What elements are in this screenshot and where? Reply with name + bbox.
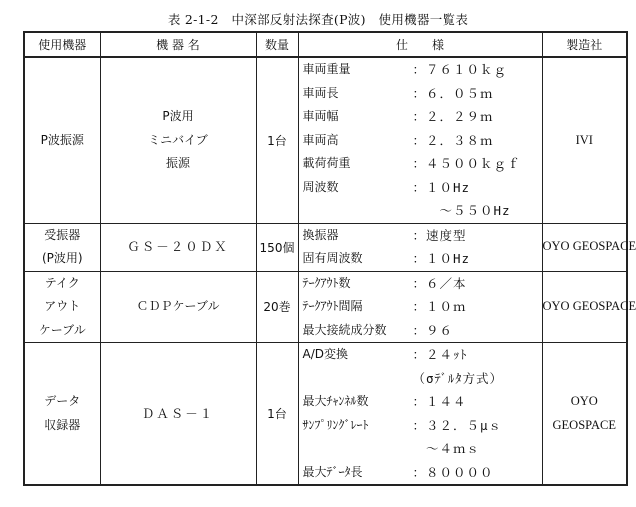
spec-value: ：９６: [412, 322, 454, 338]
usage-cell: [24, 223, 100, 271]
maker-line: OYO GEOSPACE: [542, 239, 636, 254]
usage-line: (P波用): [41, 251, 83, 265]
maker-line: GEOSPACE: [552, 417, 616, 432]
header-qty: 数量: [256, 32, 298, 57]
spec-label: [303, 199, 413, 223]
spec-label: 車両高: [302, 132, 339, 147]
spec-label: 周波数: [302, 179, 339, 194]
spec-value: ：１０Hz: [412, 251, 471, 266]
maker-line: OYO GEOSPACE: [542, 299, 636, 313]
table-row: [24, 343, 627, 486]
spec-value: ：２４ｯﾄ: [412, 347, 468, 362]
qty-cell: 1台: [256, 57, 298, 223]
spec-label: [303, 367, 413, 391]
table-row: [24, 57, 627, 223]
usage-cell: [24, 57, 100, 223]
name-cell: [100, 223, 256, 271]
spec-value: ：２．３８ｍ: [412, 132, 494, 148]
spec-value: ：速度型: [412, 227, 467, 243]
name-cell: [100, 57, 256, 223]
spec-value: ：６．０５ｍ: [412, 85, 494, 101]
spec-value: ～４ｍｓ: [412, 441, 481, 456]
spec-label: 最大ﾃﾞｰﾀ長: [302, 464, 363, 479]
spec-label: 車両幅: [302, 109, 339, 123]
spec-value: ：３２．５μｓ: [412, 417, 503, 433]
name-line: 振源: [165, 156, 190, 170]
spec-label: 最大接続成分数: [302, 322, 387, 337]
maker-line: OYO: [570, 394, 598, 408]
spec-label: A/D変換: [302, 347, 348, 361]
spec-label: [303, 437, 413, 461]
spec-label: 車両重量: [302, 62, 351, 76]
header-name: 機 器 名: [100, 32, 256, 57]
usage-line: テイク: [44, 275, 80, 290]
usage-line: データ: [44, 394, 81, 408]
usage-line: P波振源: [40, 132, 84, 147]
spec-label: ﾃｰｸｱｳﾄ数: [302, 275, 351, 290]
spec-label: 換振器: [302, 227, 339, 242]
name-line: ＧＳ－２０ＤＸ: [127, 239, 229, 255]
equipment-table: [23, 31, 636, 486]
table-row: [24, 271, 627, 343]
header-spec: 仕 様: [298, 32, 542, 57]
maker-cell: [542, 57, 627, 223]
header-usage: 使用機器: [24, 32, 100, 57]
name-line: ＤＡＳ－１: [141, 405, 215, 421]
spec-label: 最大ﾁｬﾝﾈﾙ数: [302, 394, 369, 408]
qty-cell: 150個: [256, 223, 298, 271]
maker-cell: [542, 343, 627, 486]
table-row: [24, 223, 627, 271]
header-maker: 製造社: [542, 32, 627, 57]
spec-cell: [298, 343, 542, 486]
spec-value: ：１４４: [412, 394, 467, 409]
maker-line: IVI: [575, 132, 593, 147]
name-cell: [100, 271, 256, 343]
spec-value: （σﾃﾞﾙﾀ方式）: [412, 370, 504, 386]
usage-line: アウト: [44, 299, 81, 313]
spec-value: ：１０Hz: [412, 179, 471, 195]
spec-value: ：１０ｍ: [412, 299, 467, 314]
spec-value: ～５５０Hz: [412, 203, 511, 218]
usage-cell: [24, 343, 100, 486]
spec-label: ｻﾝﾌﾟﾘﾝｸﾞﾚｰﾄ: [302, 417, 369, 432]
usage-line: 収録器: [44, 417, 81, 432]
spec-value: ：２．２９ｍ: [412, 109, 494, 124]
spec-label: 固有周波数: [302, 251, 363, 265]
spec-value: ：８００００: [412, 464, 494, 480]
name-line: ＣＤＰケーブル: [136, 299, 220, 313]
header-row: [24, 32, 627, 57]
qty-cell: 1台: [256, 343, 298, 486]
name-line: ミニバイブ: [148, 132, 208, 147]
spec-label: 載荷荷重: [302, 156, 351, 170]
qty-cell: 20巻: [256, 271, 298, 343]
usage-cell: [24, 271, 100, 343]
spec-cell: [298, 57, 542, 223]
spec-label: 車両長: [302, 85, 339, 100]
table-title: 表 2-1-2 中深部反射法探査(P波) 使用機器一覧表: [167, 12, 469, 27]
maker-cell: [542, 271, 636, 343]
name-cell: [100, 343, 256, 486]
spec-label: ﾃｰｸｱｳﾄ間隔: [302, 299, 363, 313]
usage-line: ケーブル: [38, 322, 86, 337]
maker-cell: [542, 223, 636, 271]
spec-value: ：７６１０ｋｇ: [412, 62, 508, 77]
spec-cell: [298, 223, 542, 271]
spec-value: ：４５００ｋｇｆ: [412, 156, 521, 171]
spec-value: ：６／本: [412, 275, 467, 291]
name-line: P波用: [162, 109, 194, 123]
usage-line: 受振器: [44, 227, 81, 242]
spec-cell: [298, 271, 542, 343]
